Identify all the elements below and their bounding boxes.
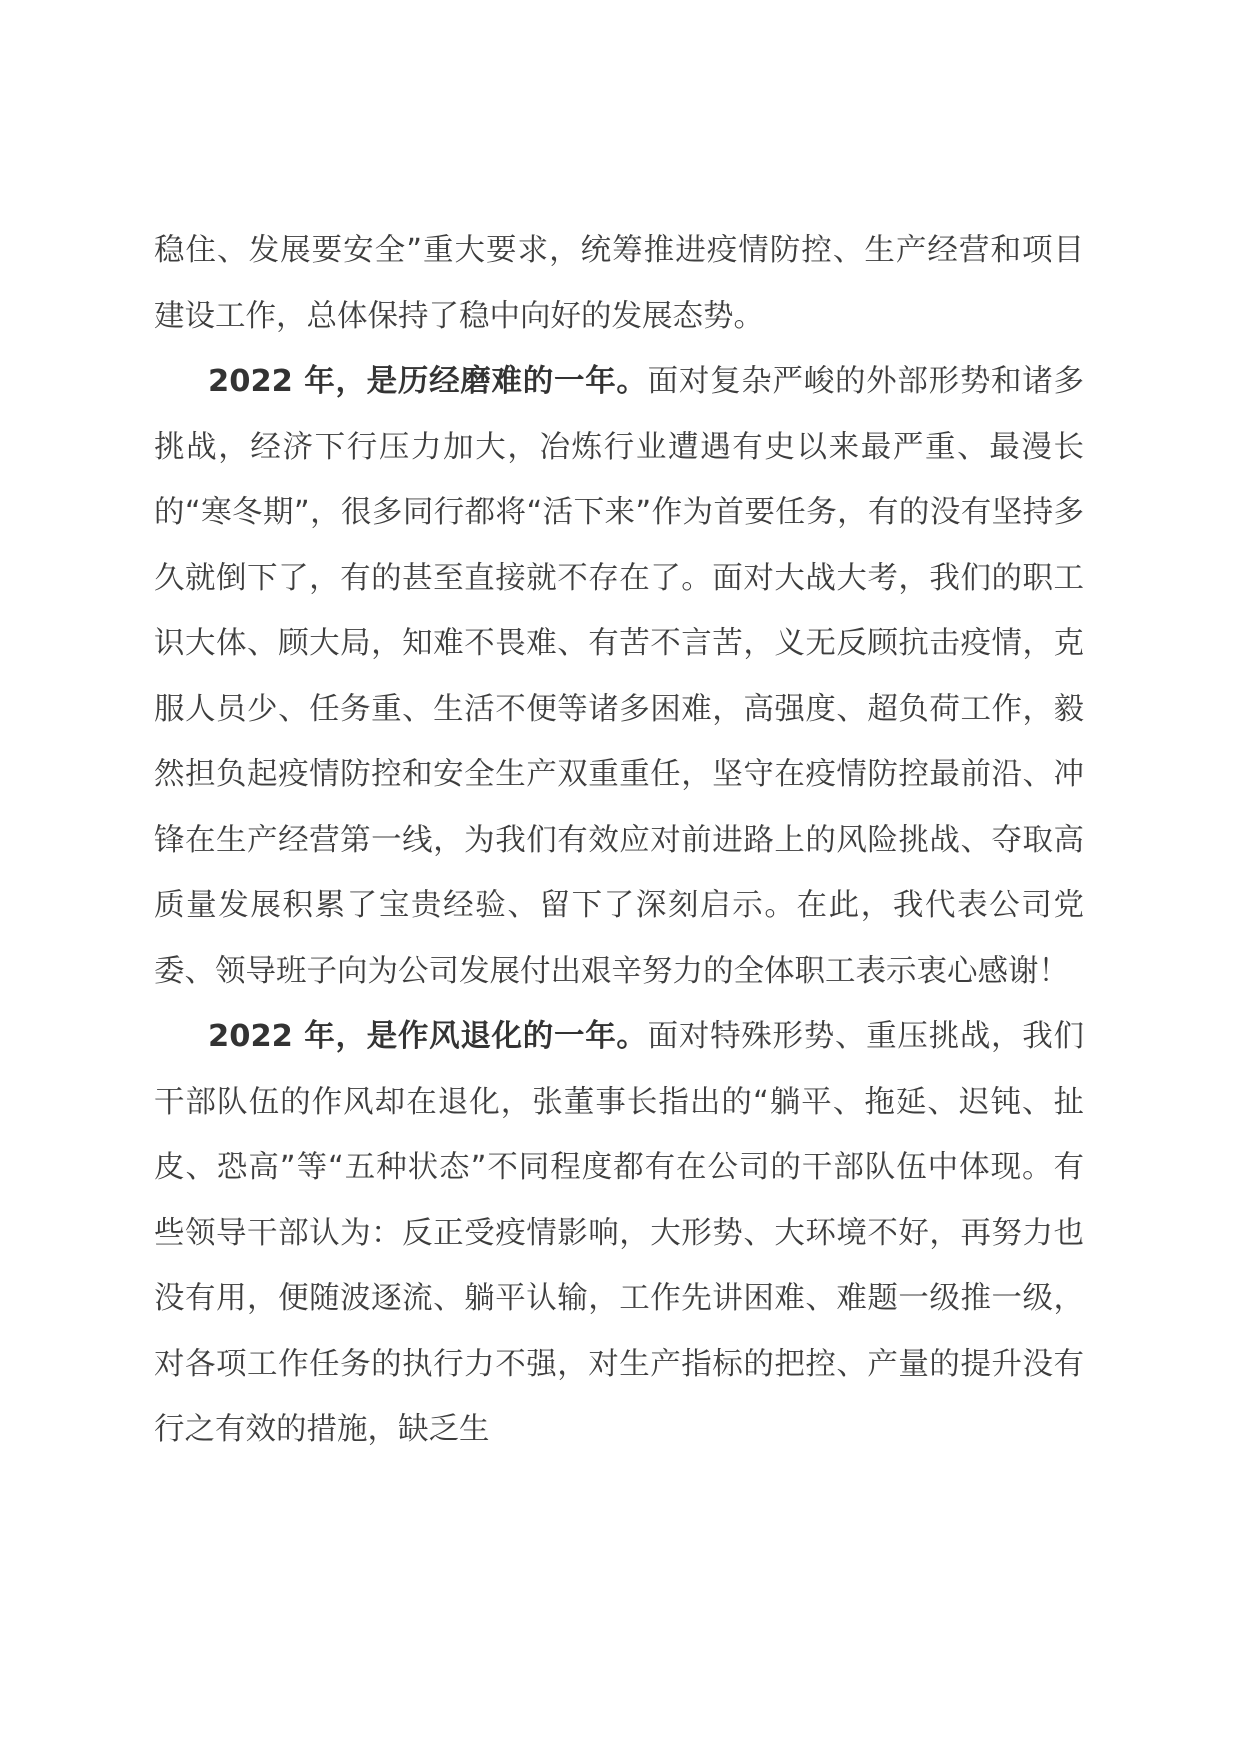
paragraph-work-style-year xyxy=(154,1004,1084,1463)
paragraph-lead-heading: 2022 年，是历经磨难的一年。 xyxy=(208,364,648,399)
body-text xyxy=(154,218,1084,1463)
paragraph-continuation xyxy=(154,218,1084,349)
paragraph-hardship-year xyxy=(154,349,1084,1004)
paragraph-lead-heading: 2022 年，是作风退化的一年。 xyxy=(208,1019,648,1054)
paragraph-body: 稳住、发展要安全”重大要求，统筹推进疫情防控、生产经营和项目建设工作，总体保持了稳中向好的发展态势。 xyxy=(154,233,1084,334)
paragraph-body: 面对特殊形势、重压挑战，我们干部队伍的作风却在退化，张董事长指出的“躺平、拖延、迟钝、扯皮、恐高”等“五种状态”不同程度都有在公司的干部队伍中体现。有些领导干部认为：反正受疫情影响，大形势、大环境不好，再努力也没有用，便随波逐流、躺平认输，工作先讲困难、难题一级推一级，对各项工作任务的执行力不强，对生产指标的把控、产量的提升没有行之有效的措施，缺乏生 xyxy=(154,1019,1084,1447)
paragraph-body: 面对复杂严峻的外部形势和诸多挑战，经济下行压力加大，冶炼行业遭遇有史以来最严重、最漫长的“寒冬期”，很多同行都将“活下来”作为首要任务，有的没有坚持多久就倒下了，有的甚至直接就不存在了。面对大战大考，我们的职工识大体、顾大局，知难不畏难、有苦不言苦，义无反顾抗击疫情，克服人员少、任务重、生活不便等诸多困难，高强度、超负荷工作，毅然担负起疫情防控和安全生产双重重任，坚守在疫情防控最前沿、冲锋在生产经营第一线，为我们有效应对前进路上的风险挑战、夺取高质量发展积累了宝贵经验、留下了深刻启示。在此，我代表公司党委、领导班子向为公司发展付出艰辛努力的全体职工表示衷心感谢！ xyxy=(154,364,1084,989)
